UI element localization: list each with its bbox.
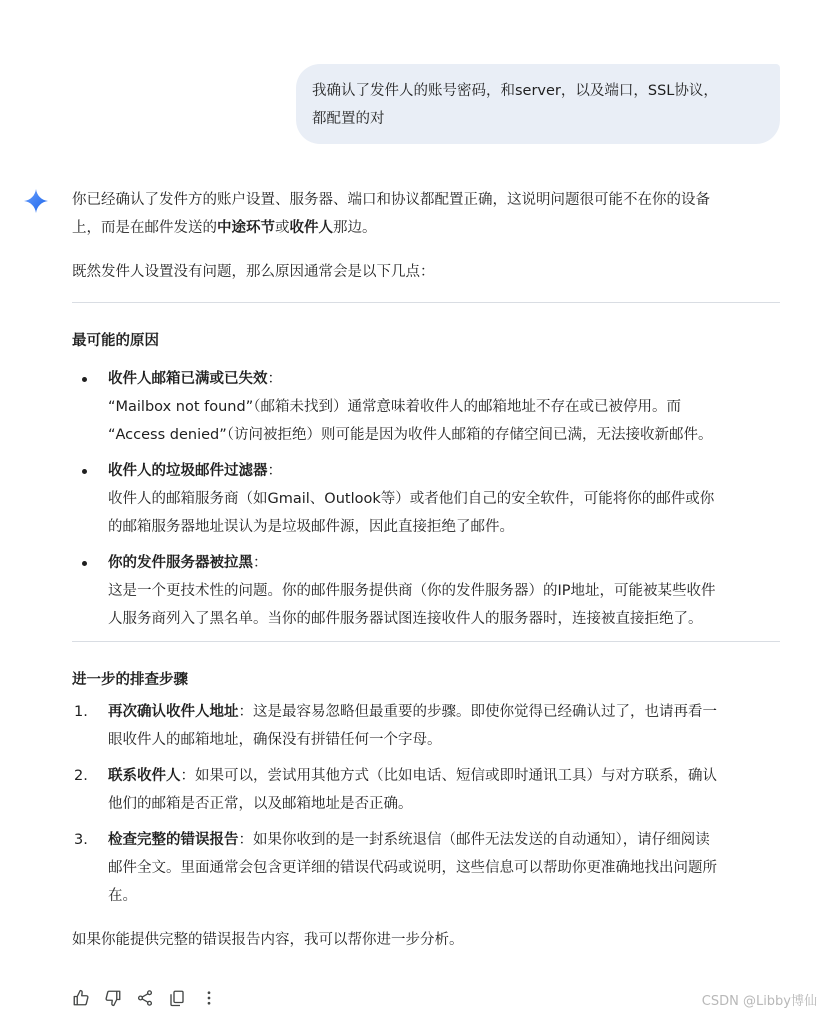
- bullet-dot: [82, 561, 87, 566]
- share-icon: [136, 989, 154, 1007]
- bullet-dot: [82, 377, 87, 382]
- list-item: [72, 457, 782, 541]
- user-message-line: 都配置的对: [312, 111, 385, 127]
- response-closing: 如果你能提供完整的错误报告内容，我可以帮你进一步分析。: [72, 932, 464, 948]
- intro-text: 那边。: [333, 220, 377, 236]
- model-response: [72, 186, 782, 954]
- watermark: CSDN @Libby博仙: [701, 994, 817, 1009]
- intro-bold-midway: 中途环节: [217, 220, 275, 236]
- user-message-line: 我确认了发件人的账号密码，和server，以及端口，SSL协议，: [312, 83, 718, 99]
- cause-text: 收件人的邮箱服务商（如Gmail、Outlook等）或者他们自己的安全软件，可能将你的邮件或你: [108, 491, 715, 507]
- cause-title: 收件人的垃圾邮件过滤器: [108, 463, 268, 479]
- colon: ：: [267, 463, 282, 479]
- cause-title: 你的发件服务器被拉黑: [108, 555, 253, 571]
- share-button[interactable]: [134, 987, 156, 1009]
- user-message-bubble: [296, 64, 780, 144]
- list-item: [72, 826, 782, 910]
- gemini-sparkle-icon: [23, 188, 49, 214]
- section-title-causes: 最可能的原因: [72, 333, 159, 349]
- step-text: ：如果你收到的是一封系统退信（邮件无法发送的自动通知），请仔细阅读: [238, 832, 710, 848]
- thumbs-up-button[interactable]: [70, 987, 92, 1009]
- list-item: [72, 698, 782, 754]
- list-item: [72, 762, 782, 818]
- intro-text: 上，而是在邮件发送的: [72, 220, 217, 236]
- response-lead: 既然发件人设置没有问题，那么原因通常会是以下几点：: [72, 264, 435, 280]
- cause-text: “Mailbox not found”（邮箱未找到）通常意味着收件人的邮箱地址不存在或已被停用。而: [108, 399, 681, 415]
- more-vert-icon: [200, 989, 218, 1007]
- step-number: 1.: [74, 704, 88, 720]
- cause-title: 收件人邮箱已满或已失效: [108, 371, 268, 387]
- step-title: 联系收件人: [108, 768, 181, 784]
- cause-text: 的邮箱服务器地址误认为是垃圾邮件源，因此直接拒绝了邮件。: [108, 519, 514, 535]
- cause-text: 人服务商列入了黑名单。当你的邮件服务器试图连接收件人的服务器时，连接被直接拒绝了。: [108, 611, 703, 627]
- step-text: 他们的邮箱是否正常，以及邮箱地址是否正确。: [108, 796, 413, 812]
- colon: ：: [253, 555, 268, 571]
- copy-icon: [168, 989, 186, 1007]
- step-title: 再次确认收件人地址: [108, 704, 239, 720]
- thumbs-down-button[interactable]: [102, 987, 124, 1009]
- step-text: 眼收件人的邮箱地址，确保没有拼错任何一个字母。: [108, 732, 442, 748]
- thumbs-up-icon: [72, 989, 90, 1007]
- section-title-steps: 进一步的排查步骤: [72, 672, 188, 688]
- response-intro: [72, 186, 782, 242]
- causes-list: [72, 365, 782, 633]
- step-number: 3.: [74, 832, 88, 848]
- response-action-toolbar: [70, 986, 230, 1010]
- step-text: 邮件全文。里面通常会包含更详细的错误代码或说明，这些信息可以帮助你更准确地找出问题所: [108, 860, 717, 876]
- step-text: 在。: [108, 888, 137, 904]
- step-text: ：这是最容易忽略但最重要的步骤。即使你觉得已经确认过了，也请再看一: [238, 704, 717, 720]
- divider: [72, 641, 780, 642]
- intro-bold-recipient: 收件人: [289, 220, 333, 236]
- intro-text: 你已经确认了发件方的账户设置、服务器、端口和协议都配置正确，这说明问题很可能不在你的设备: [72, 192, 710, 208]
- copy-button[interactable]: [166, 987, 188, 1009]
- bullet-dot: [82, 469, 87, 474]
- step-number: 2.: [74, 768, 88, 784]
- cause-text: 这是一个更技术性的问题。你的邮件服务提供商（你的发件服务器）的IP地址，可能被某些收件: [108, 583, 716, 599]
- divider: [72, 302, 780, 303]
- list-item: [72, 549, 782, 633]
- step-title: 检查完整的错误报告: [108, 832, 239, 848]
- more-options-button[interactable]: [198, 987, 220, 1009]
- steps-list: [72, 698, 782, 910]
- intro-text: 或: [275, 220, 290, 236]
- cause-text: “Access denied”（访问被拒绝）则可能是因为收件人邮箱的存储空间已满，无法接收新邮件。: [108, 427, 713, 443]
- step-text: ：如果可以，尝试用其他方式（比如电话、短信或即时通讯工具）与对方联系，确认: [180, 768, 717, 784]
- colon: ：: [267, 371, 282, 387]
- thumbs-down-icon: [104, 989, 122, 1007]
- list-item: [72, 365, 782, 449]
